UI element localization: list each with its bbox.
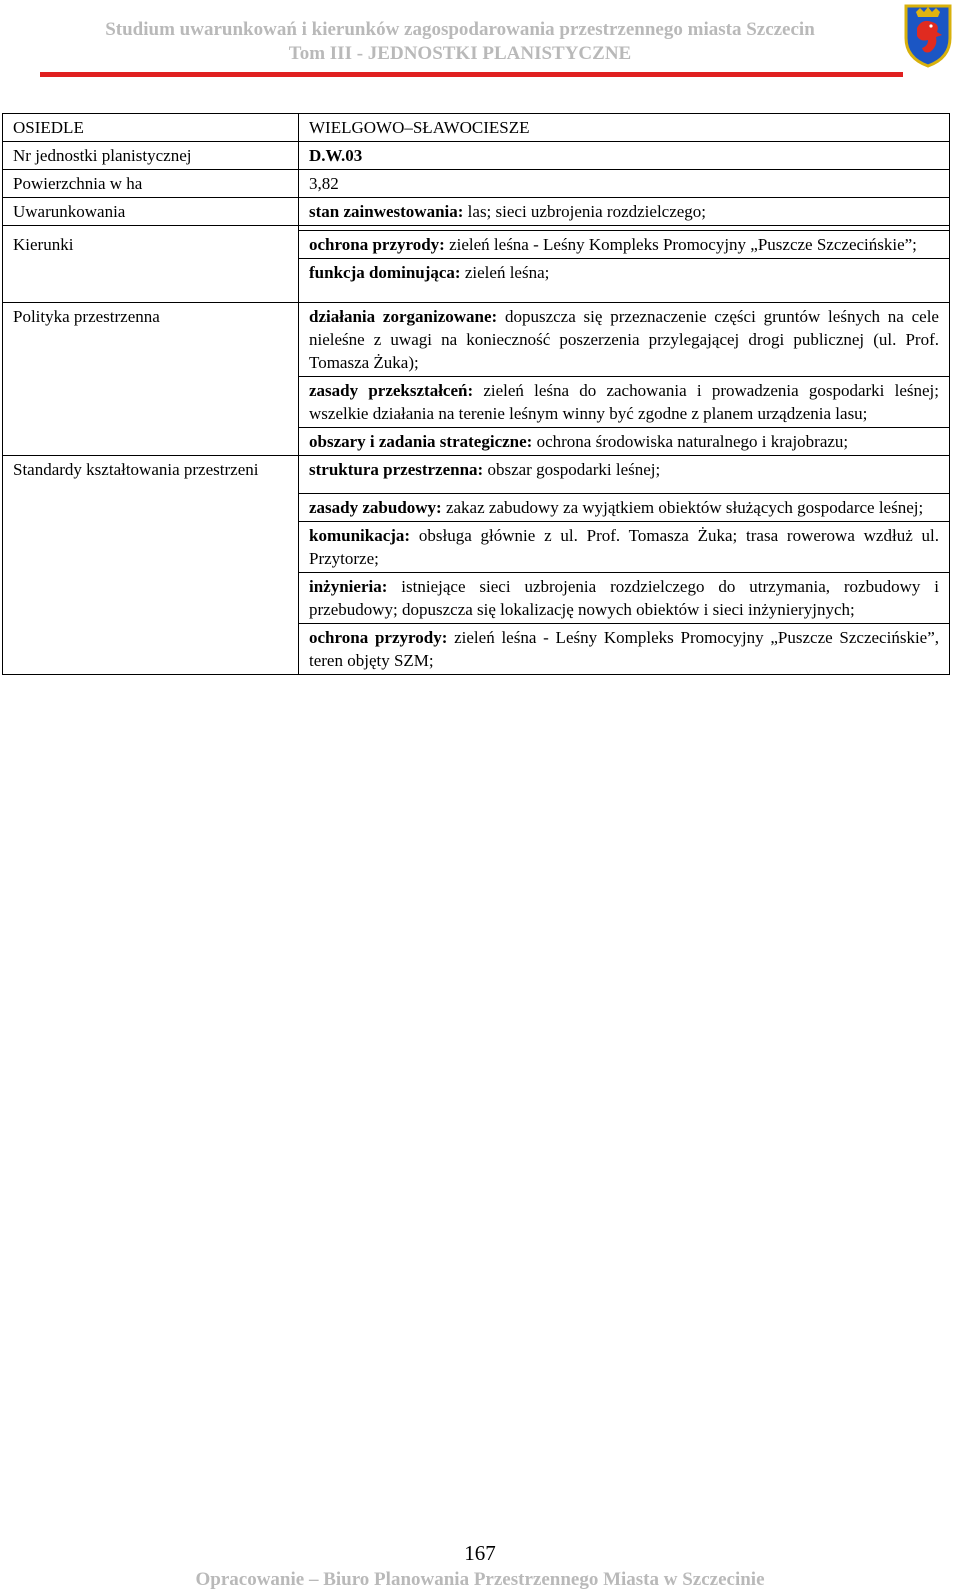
conditions-term: stan zainwestowania:: [309, 202, 464, 221]
directions-term: funkcja dominująca:: [309, 263, 461, 282]
standards-text: zakaz zabudowy za wyjątkiem obiektów służących gospodarce leśnej;: [441, 498, 924, 517]
header-rule: [40, 72, 903, 77]
directions-term: ochrona przyrody:: [309, 235, 445, 254]
standards-term: struktura przestrzenna:: [309, 460, 484, 479]
policy-text: ochrona środowiska naturalnego i krajobrazu;: [532, 432, 849, 451]
page-header: [0, 0, 960, 80]
policy-text: zieleń leśna do zachowania i prowadzenia gospodarki leśnej; wszelkie działania na terenie leśnym winny być zgodne z planem urządzenia lasu;: [309, 381, 939, 423]
policy-term: działania zorganizowane:: [309, 307, 498, 326]
area-label: Powierzchnia w ha: [3, 170, 299, 198]
page-number: 167: [464, 1541, 496, 1565]
policy-term: obszary i zadania strategiczne:: [309, 432, 533, 451]
unit-number-label: Nr jednostki planistycznej: [3, 142, 299, 170]
table-row: [3, 142, 950, 170]
standards-text: zieleń leśna - Leśny Kompleks Promocyjny „Puszcze Szczecińskie”, teren objęty SZM;: [309, 628, 940, 670]
table-row: [3, 170, 950, 198]
standards-item: [299, 494, 950, 522]
directions-item: [299, 259, 950, 303]
directions-text: zieleń leśna;: [460, 263, 550, 282]
crest-icon: [902, 2, 954, 68]
standards-item: [299, 573, 950, 624]
directions-item: [299, 231, 950, 259]
standards-term: inżynieria:: [309, 577, 388, 596]
planning-unit-table: [2, 113, 950, 675]
table-row: [3, 303, 950, 377]
unit-number-value: D.W.03: [299, 142, 950, 170]
standards-text: obsługa głównie z ul. Prof. Tomasza Żuka; trasa rowerowa wzdłuż ul. Przytorze;: [309, 526, 939, 568]
page-footer: Opracowanie – Biuro Planowania Przestrzennego Miasta w Szczecinie: [195, 1569, 765, 1590]
policy-item: [299, 428, 950, 456]
policy-label: Polityka przestrzenna: [3, 303, 299, 456]
directions-label: Kierunki: [3, 231, 299, 303]
conditions-label: Uwarunkowania: [3, 198, 299, 226]
table-row: [3, 114, 950, 142]
policy-item: [299, 303, 950, 377]
standards-term: zasady zabudowy:: [309, 498, 442, 517]
table-row: [3, 198, 950, 226]
policy-text: dopuszcza się przeznaczenie części gruntów leśnych na cele nieleśne z uwagi na konieczność poszerzenia przylegającej drogi publicznej (ul. Prof. Tomasza Żuka);: [309, 307, 939, 372]
area-value: 3,82: [299, 170, 950, 198]
standards-label: Standardy kształtowania przestrzeni: [3, 456, 299, 675]
osiedle-value: WIELGOWO–SŁAWOCIESZE: [299, 114, 950, 142]
standards-term: komunikacja:: [309, 526, 411, 545]
header-subtitle: Tom III - JEDNOSTKI PLANISTYCZNE: [288, 43, 632, 64]
conditions-text: las; sieci uzbrojenia rozdzielczego;: [463, 202, 707, 221]
standards-text: obszar gospodarki leśnej;: [483, 460, 661, 479]
osiedle-label: OSIEDLE: [3, 114, 299, 142]
directions-text: zieleń leśna - Leśny Kompleks Promocyjny „Puszcze Szczecińskie”;: [444, 235, 917, 254]
standards-text: istniejące sieci uzbrojenia rozdzielczego do utrzymania, rozbudowy i przebudowy; dopuszcza się lokalizację nowych obiektów i sieci inżynieryjnych;: [309, 577, 939, 619]
standards-term: ochrona przyrody:: [309, 628, 448, 647]
standards-item: [299, 456, 950, 494]
standards-item: [299, 624, 950, 675]
standards-item: [299, 522, 950, 573]
table-row: [3, 231, 950, 259]
policy-term: zasady przekształceń:: [309, 381, 474, 400]
table-row: [3, 456, 950, 494]
policy-item: [299, 377, 950, 428]
conditions-value: [299, 198, 950, 226]
header-title: Studium uwarunkowań i kierunków zagospodarowania przestrzennego miasta Szczecin: [105, 19, 815, 40]
